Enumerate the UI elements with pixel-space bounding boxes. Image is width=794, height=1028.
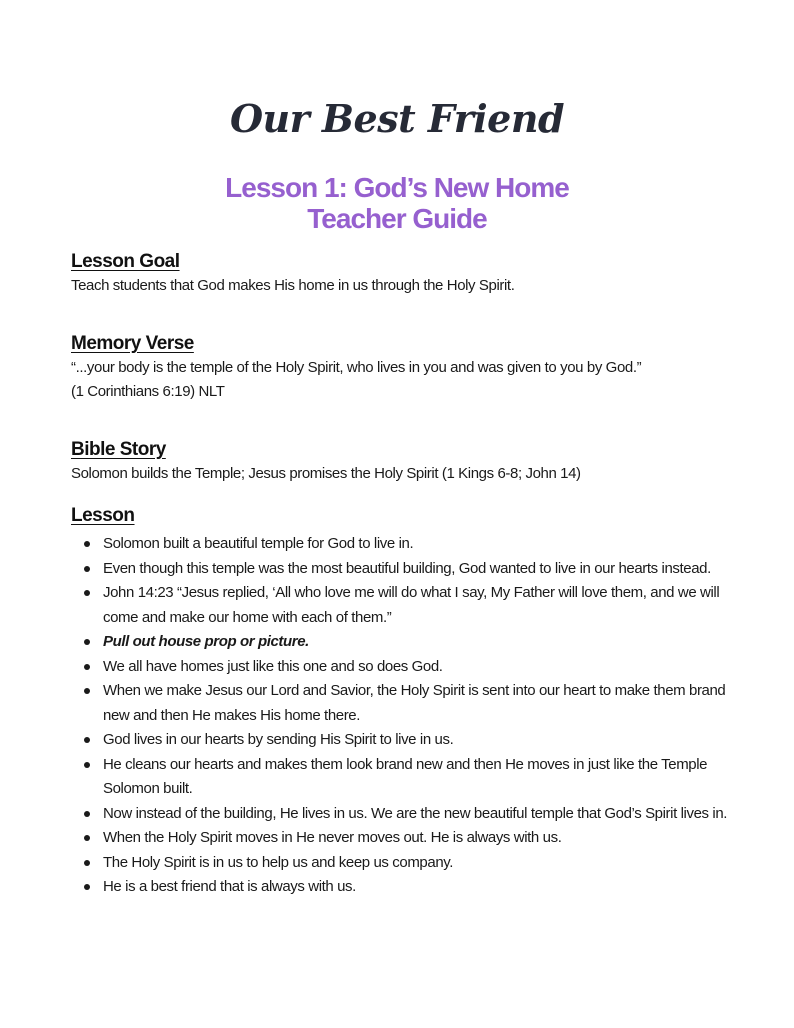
bullet-icon: [84, 762, 90, 768]
bullet-icon: [84, 835, 90, 841]
memory-verse-heading: Memory Verse: [71, 333, 194, 354]
bullet-icon: [84, 811, 90, 817]
list-item: Solomon built a beautiful temple for God to live in.: [71, 532, 747, 557]
bible-story-heading: Bible Story: [71, 439, 166, 460]
list-item: God lives in our hearts by sending His Spirit to live in us.: [71, 728, 747, 753]
lesson-goal-heading: Lesson Goal: [71, 251, 180, 272]
bullet-icon: [84, 664, 90, 670]
bible-story-section: [71, 438, 761, 486]
bullet-icon: [84, 639, 90, 645]
bullet-icon: [84, 688, 90, 694]
bullet-icon: [84, 737, 90, 743]
list-item: When the Holy Spirit moves in He never moves out. He is always with us.: [71, 826, 747, 851]
subtitle-line-1: Lesson 1: God’s New Home: [225, 172, 569, 203]
list-item: Now instead of the building, He lives in us. We are the new beautiful temple that God’s Spirit lives in.: [71, 802, 747, 827]
lesson-goal-text: Teach students that God makes His home in us through the Holy Spirit.: [71, 277, 515, 294]
lesson-heading: Lesson: [71, 505, 135, 526]
memory-verse-reference: (1 Corinthians 6:19) NLT: [71, 383, 225, 400]
bullet-icon: [84, 566, 90, 572]
memory-verse-text: [71, 356, 761, 404]
list-item: We all have homes just like this one and so does God.: [71, 655, 747, 680]
memory-verse-section: [71, 332, 761, 404]
list-item: He cleans our hearts and makes them look brand new and then He moves in just like the Temple Solomon built.: [71, 753, 747, 802]
list-item: The Holy Spirit is in us to help us and keep us company.: [71, 851, 747, 876]
lesson-list: [71, 532, 747, 900]
lesson-section: [71, 504, 747, 900]
page-title: Our Best Friend: [229, 96, 565, 141]
list-item-prop-instruction: Pull out house prop or picture.: [71, 630, 747, 655]
lesson-goal-section: [71, 250, 761, 298]
list-item: Even though this temple was the most beautiful building, God wanted to live in our hearts instead.: [71, 557, 747, 582]
list-item: He is a best friend that is always with us.: [71, 875, 747, 900]
lesson-subtitle: [0, 172, 794, 234]
bullet-icon: [84, 884, 90, 890]
memory-verse-quote: “...your body is the temple of the Holy Spirit, who lives in you and was given to you by God.”: [71, 359, 642, 376]
bullet-icon: [84, 860, 90, 866]
subtitle-line-2: Teacher Guide: [307, 203, 487, 234]
list-item: John 14:23 “Jesus replied, ‘All who love me will do what I say, My Father will love them, and we will come and make our home with each of them.”: [71, 581, 747, 630]
bullet-icon: [84, 590, 90, 596]
list-item: When we make Jesus our Lord and Savior, the Holy Spirit is sent into our heart to make them brand new and then He makes His home there.: [71, 679, 747, 728]
bullet-icon: [84, 541, 90, 547]
bible-story-text: Solomon builds the Temple; Jesus promises the Holy Spirit (1 Kings 6-8; John 14): [71, 465, 581, 482]
